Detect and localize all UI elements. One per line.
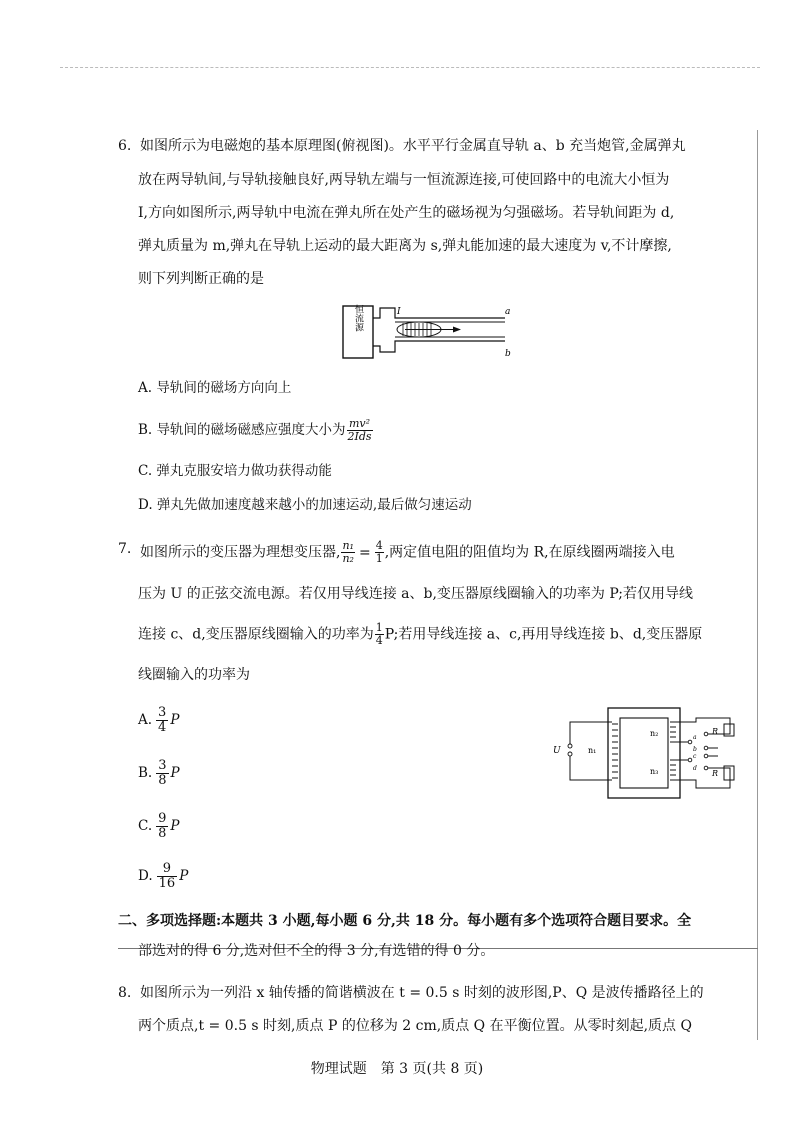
- q6-option-d: D. 弹丸先做加速度越来越小的加速运动,最后做匀速运动: [138, 497, 472, 513]
- q7-ratio-value-den: 1: [375, 552, 383, 565]
- section-2-heading-line-2: 部选对的得 6 分,选对但不全的得 3 分,有选错的得 0 分。: [138, 943, 495, 959]
- q6-option-b-text: B. 导轨间的磁场磁感应强度大小为: [138, 422, 346, 438]
- q7-ratio-value: [375, 540, 384, 565]
- q7-line-1-b: ,两定值电阻的阻值均为 R,在原线圈两端接入电: [384, 544, 675, 561]
- q6-line-5: 则下列判断正确的是: [138, 271, 264, 287]
- terminal-c-label: c: [693, 753, 697, 760]
- current-label-I: I: [397, 307, 401, 317]
- constant-current-source-label: 恒流源: [353, 304, 363, 332]
- q7-quarter-fraction: [375, 622, 384, 647]
- section-2-heading-line-1: 二、多项选择题:本题共 3 小题,每小题 6 分,共 18 分。每小题有多个选项符合题目要求。全: [118, 913, 692, 929]
- terminal-b-label: b: [693, 746, 697, 753]
- q7-option-c: [138, 812, 180, 841]
- q6-line-3: I,方向如图所示,两导轨中电流在弹丸所在处产生的磁场视为匀强磁场。若导轨间距为 d,: [138, 205, 675, 221]
- q7-quarter-den: 4: [375, 634, 383, 647]
- q7-option-c-num: 9: [158, 811, 167, 826]
- q7-option-d-den: 16: [158, 876, 176, 891]
- q7-turns-ratio: [341, 540, 355, 565]
- q7-line-4: 线圈输入的功率为: [138, 667, 250, 683]
- q7-option-d-num: 9: [157, 862, 178, 877]
- q6-option-b-numerator: mv²: [347, 418, 373, 431]
- q7-option-d: [138, 862, 188, 891]
- q8-number: 8.: [118, 985, 132, 1001]
- q7-option-a-den: 4: [158, 720, 167, 735]
- rail-b-label: b: [505, 349, 511, 359]
- top-dashed-rule: [60, 67, 760, 68]
- q6-line-2: 放在两导轨间,与导轨接触良好,两导轨左端与一恒流源连接,可使回路中的电流大小恒为: [138, 172, 670, 188]
- q8-line-2: 两个质点,t = 0.5 s 时刻,质点 P 的位移为 2 cm,质点 Q 在平衡位置。从零时刻起,质点 Q: [138, 1018, 692, 1034]
- terminal-a-label: a: [693, 734, 697, 741]
- q7-option-a-fraction: [156, 706, 168, 735]
- rail-a-label: a: [505, 307, 511, 317]
- transformer-diagram: [548, 704, 738, 804]
- q7-option-d-letter: D.: [138, 868, 153, 884]
- railgun-diagram: [335, 300, 525, 362]
- resistor-upper-label: R: [712, 727, 719, 736]
- q7-option-c-den: 8: [158, 826, 167, 841]
- q7-option-b-letter: B.: [138, 765, 153, 781]
- q7-option-c-letter: C.: [138, 818, 153, 834]
- right-margin-rule: [757, 130, 758, 1040]
- q7-option-b: [138, 759, 180, 788]
- q7-ratio-eq: =: [358, 544, 371, 561]
- q7-option-d-unit: P: [179, 868, 189, 884]
- q6-line-4: 弹丸质量为 m,弹丸在导轨上运动的最大距离为 s,弹丸能加速的最大速度为 v,不计摩擦,: [138, 238, 672, 254]
- q7-option-d-fraction: [157, 862, 178, 891]
- q7-option-b-fraction: [156, 759, 168, 788]
- q7-option-c-unit: P: [170, 818, 180, 834]
- q7-option-b-unit: P: [170, 765, 180, 781]
- q7-ratio-value-num: 4: [375, 539, 383, 552]
- q7-line-1-a: 如图所示的变压器为理想变压器,: [140, 544, 341, 561]
- q8-line-1: 如图所示为一列沿 x 轴传播的简谐横波在 t = 0.5 s 时刻的波形图,P、Q 是波传播路径上的: [140, 985, 704, 1001]
- secondary-n3-label: n₃: [650, 767, 659, 776]
- q6-line-1: 如图所示为电磁炮的基本原理图(俯视图)。水平平行金属直导轨 a、b 充当炮管,金属弹丸: [140, 138, 686, 154]
- q7-number: 7.: [118, 541, 132, 557]
- q6-option-c: C. 弹丸克服安培力做功获得动能: [138, 463, 332, 479]
- q7-option-a: [138, 706, 179, 735]
- q7-option-a-letter: A.: [138, 712, 153, 728]
- q6-option-b-denominator: 2Ids: [347, 430, 372, 443]
- q7-option-c-fraction: [156, 812, 168, 841]
- q7-line-3-a: 连接 c、d,变压器原线圈输入的功率为: [138, 626, 374, 643]
- resistor-lower-label: R: [712, 769, 719, 778]
- q7-option-b-den: 8: [158, 773, 167, 788]
- q7-line-3: [138, 622, 702, 647]
- q6-option-b: [138, 418, 374, 443]
- q6-number: 6.: [118, 138, 132, 154]
- q7-ratio-den: n₂: [342, 552, 354, 565]
- page-footer: 物理试题 第 3 页(共 8 页): [310, 1061, 484, 1077]
- q7-option-b-num: 3: [158, 758, 167, 773]
- primary-turns-label: n₁: [588, 746, 597, 755]
- source-voltage-label: U: [553, 746, 561, 756]
- q7-quarter-num: 1: [375, 621, 383, 634]
- q7-ratio-num: n₁: [342, 539, 354, 552]
- q7-option-a-unit: P: [170, 712, 180, 728]
- secondary-n2-label: n₂: [650, 729, 659, 738]
- q7-line-3-b: P;若用导线连接 a、c,再用导线连接 b、d,变压器原: [384, 626, 703, 643]
- q7-line-2: 压为 U 的正弦交流电源。若仅用导线连接 a、b,变压器原线圈输入的功率为 P;若仅用导线: [138, 586, 693, 602]
- q6-option-b-fraction: [347, 418, 373, 443]
- q7-line-1: [140, 540, 675, 565]
- q6-option-a: A. 导轨间的磁场方向向上: [138, 380, 292, 396]
- terminal-d-label: d: [693, 765, 697, 772]
- q7-option-a-num: 3: [158, 705, 167, 720]
